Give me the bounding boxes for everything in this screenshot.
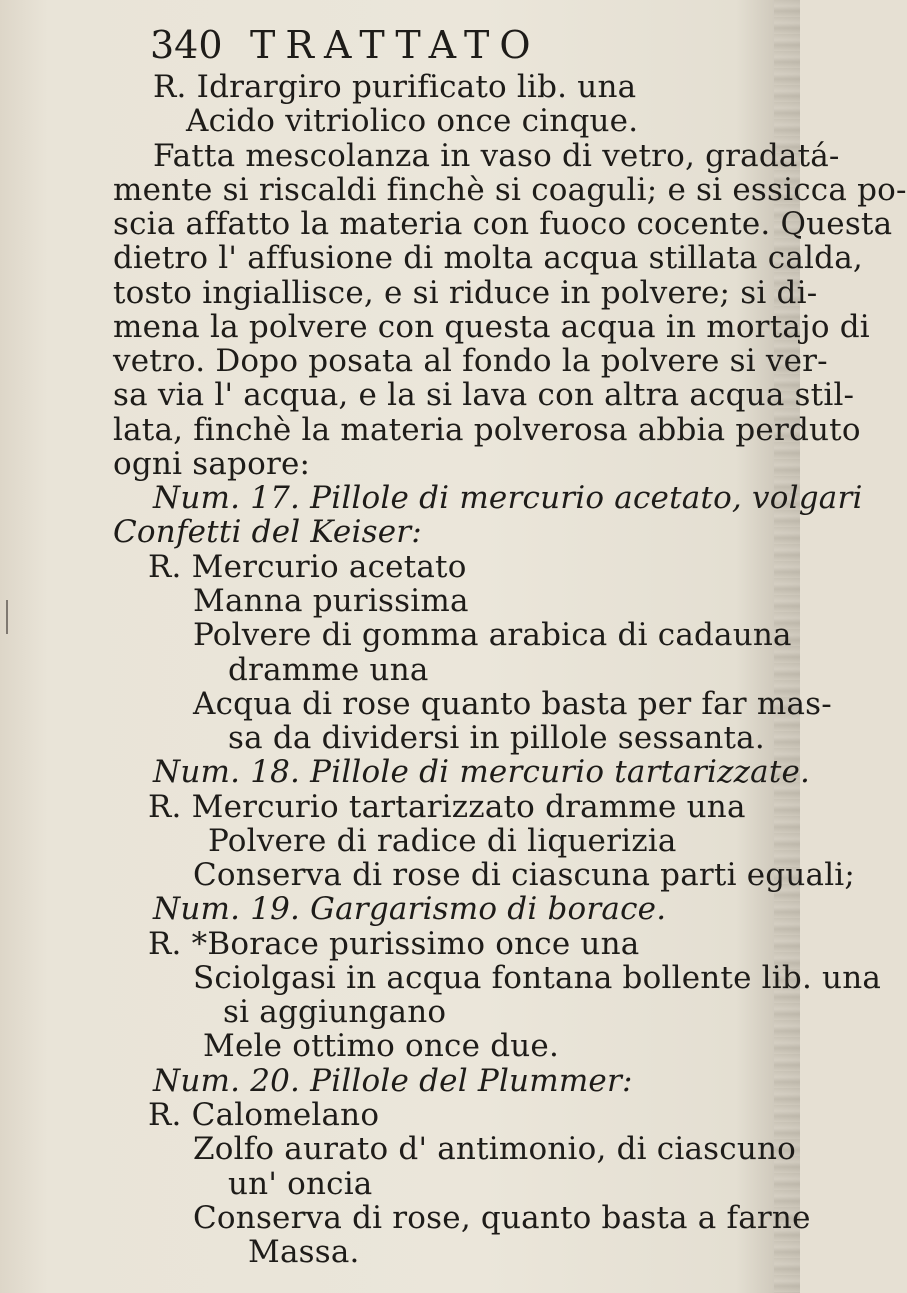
- text-line: Polvere di gomma arabica di cadauna: [193, 617, 792, 654]
- text-line: un' oncia: [228, 1165, 373, 1202]
- text-line: Sciolgasi in acqua fontana bollente lib. una: [193, 959, 882, 996]
- text-line: Polvere di radice di liquerizia: [208, 822, 677, 859]
- text-line: dramme una: [228, 651, 429, 688]
- text-line: Mele ottimo once due.: [203, 1028, 560, 1065]
- text-line: Zolfo aurato d' antimonio, di ciascuno: [193, 1131, 797, 1168]
- running-title: TRATTATO: [250, 23, 541, 67]
- text-line: Conserva di rose, quanto basta a farne: [193, 1199, 811, 1236]
- text-line: Conserva di rose di ciascuna parti eguali;: [193, 857, 856, 894]
- text-line: sa da dividersi in pillole sessanta.: [228, 720, 765, 756]
- section-heading: Confetti del Keiser:: [113, 514, 422, 551]
- text-line: R. Mercurio acetato: [148, 548, 467, 585]
- text-line: lata, finchè la materia polverosa abbia perduto: [113, 411, 861, 448]
- text-line: mente si riscaldi finchè si coaguli; e si essicca po-: [113, 171, 907, 208]
- section-heading: Num. 18. Pillole di mercurio tartarizzate.: [153, 754, 811, 791]
- margin-mark: [6, 600, 8, 634]
- text-line: sa via l' acqua, e la si lava con altra acqua stil-: [113, 377, 855, 414]
- text-line: Acqua di rose quanto basta per far mas-: [193, 685, 832, 722]
- text-line: si aggiungano: [223, 994, 447, 1031]
- text-line: dietro l' affusione di molta acqua stillata calda,: [113, 240, 863, 277]
- running-header: [150, 22, 541, 68]
- section-heading: Num. 17. Pillole di mercurio acetato, volgari: [153, 480, 863, 517]
- text-line: R. Idrargiro purificato lib. una: [153, 69, 637, 105]
- text-line: mena la polvere con questa acqua in mortajo di: [113, 308, 870, 345]
- text-line: vetro. Dopo posata al fondo la polvere si ver-: [113, 343, 828, 380]
- text-line: ogni sapore:: [113, 445, 311, 482]
- text-line: R. Calomelano: [148, 1096, 380, 1133]
- text-line: Manna purissima: [193, 583, 469, 619]
- section-heading: Num. 19. Gargarismo di borace.: [153, 891, 667, 928]
- text-line: scia affatto la materia con fuoco cocente. Questa: [113, 206, 893, 243]
- text-line: Fatta mescolanza in vaso di vetro, gradatá-: [153, 137, 840, 174]
- section-heading: Num. 20. Pillole del Plummer:: [153, 1062, 633, 1099]
- page-number: 340: [150, 23, 223, 67]
- text-line: R. Mercurio tartarizzato dramme una: [148, 788, 746, 825]
- text-line: R. *Borace purissimo once una: [148, 925, 640, 962]
- text-line: tosto ingiallisce, e si riduce in polvere; si di-: [113, 274, 818, 311]
- text-line: Acido vitriolico once cinque.: [186, 103, 639, 140]
- text-line: Massa.: [248, 1234, 360, 1270]
